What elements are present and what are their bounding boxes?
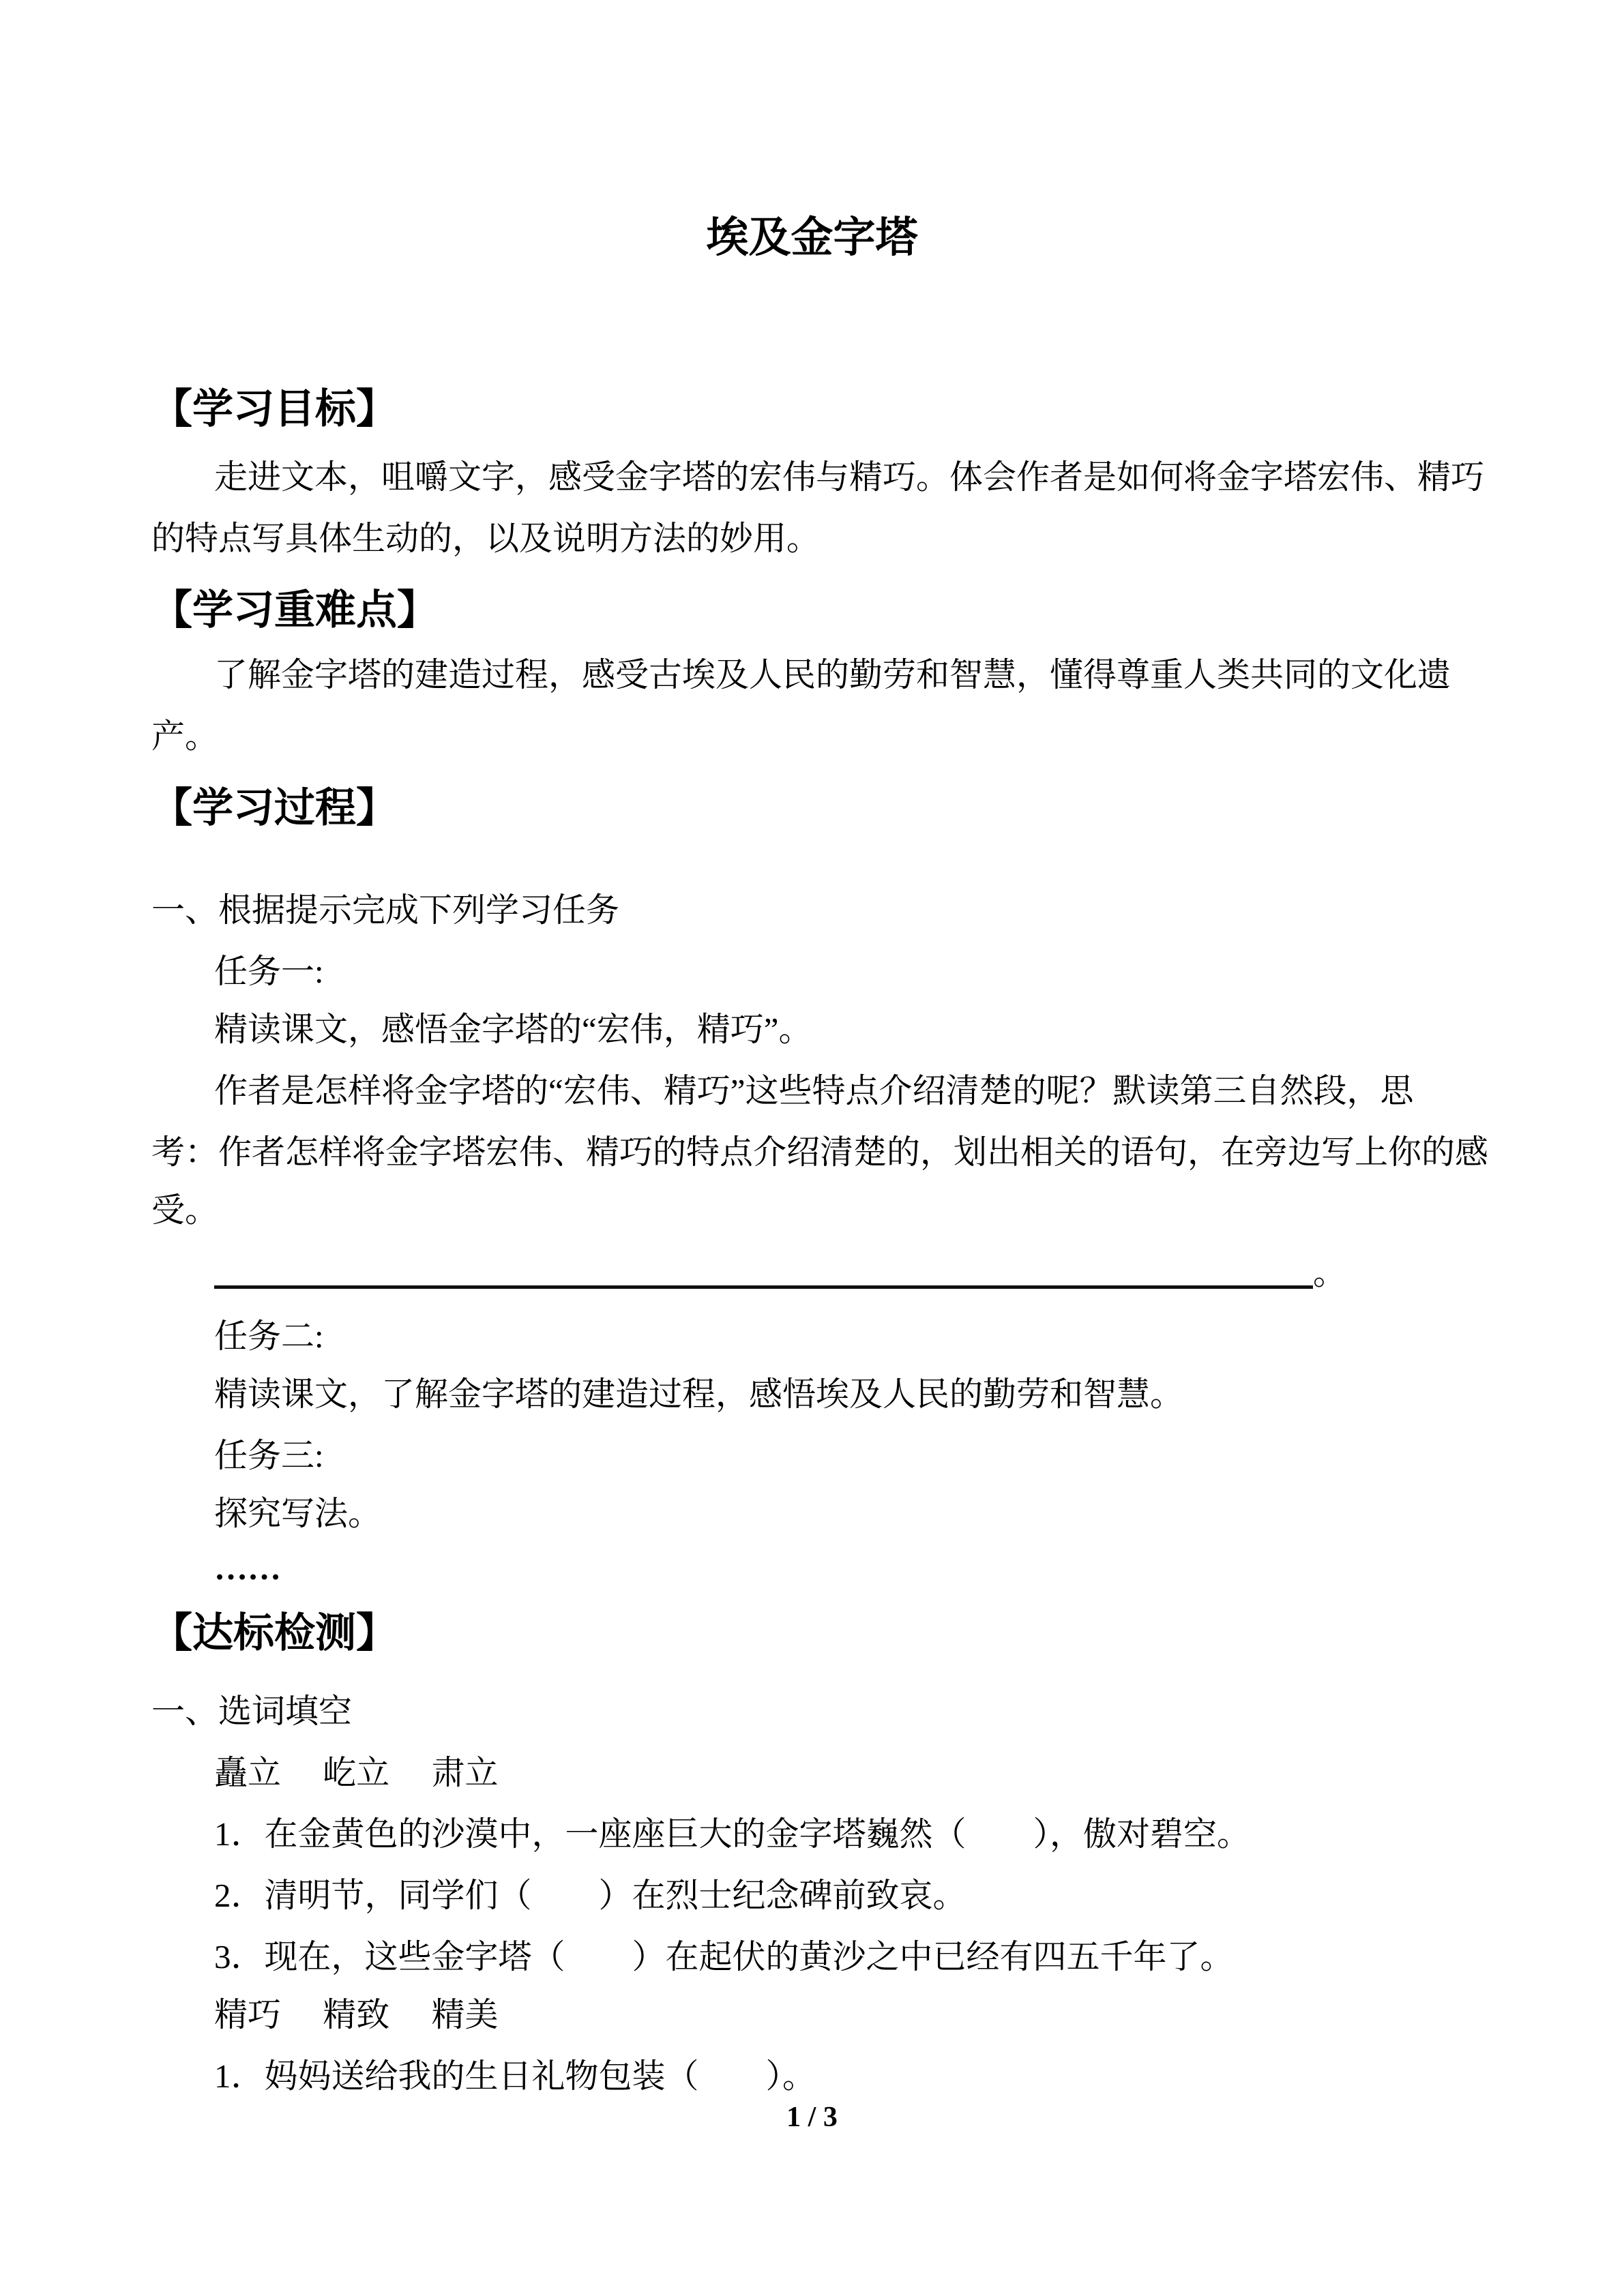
exercise1-item-2: 2．清明节，同学们（ ）在烈士纪念碑前致哀。 [214, 1877, 966, 1914]
task1-label: 任务一: [214, 953, 324, 990]
exercise1-title: 一、选词填空 [151, 1693, 353, 1730]
word-bank-1: 矗立 屹立 肃立 [214, 1754, 499, 1791]
task1-line-1: 精读课文，感悟金字塔的“宏伟，精巧”。 [214, 1011, 812, 1048]
process-intro: 一、根据提示完成下列学习任务 [151, 891, 620, 929]
task1-line-2: 作者是怎样将金字塔的“宏伟、精巧”这些特点介绍清楚的呢？默读第三自然段，思 [214, 1072, 1414, 1109]
goals-paragraph-line-2: 的特点写具体生动的，以及说明方法的妙用。 [151, 520, 821, 557]
goals-heading: 【学习目标】 [151, 387, 397, 432]
goals-paragraph-line-1: 走进文本，咀嚼文字，感受金字塔的宏伟与精巧。体会作者是如何将金字塔宏伟、精巧 [214, 458, 1485, 496]
task2-line: 精读课文，了解金字塔的建造过程，感悟埃及人民的勤劳和智慧。 [214, 1375, 1184, 1413]
task3-line: 探究写法。 [214, 1495, 382, 1532]
task3-label: 任务三: [214, 1437, 324, 1474]
key-points-paragraph-line-2: 产。 [151, 717, 219, 755]
key-points-paragraph-line-1: 了解金字塔的建造过程，感受古埃及人民的勤劳和智慧，懂得尊重人类共同的文化遗 [214, 656, 1451, 694]
assessment-heading: 【达标检测】 [151, 1611, 397, 1656]
page-number: 1 / 3 [786, 2102, 838, 2133]
document-title: 埃及金字塔 [706, 215, 918, 261]
exercise1-item-3: 3．现在，这些金字塔（ ）在起伏的黄沙之中已经有四五千年了。 [214, 1938, 1234, 1976]
word-bank-2: 精巧 精致 精美 [214, 1996, 499, 2033]
key-points-heading: 【学习重难点】 [151, 588, 438, 633]
exercise2-item-1: 1．妈妈送给我的生日礼物包装（ ）。 [214, 2057, 816, 2095]
answer-blank-line [214, 1285, 1313, 1289]
process-heading: 【学习过程】 [151, 786, 397, 831]
answer-blank-end-punct: 。 [1313, 1254, 1347, 1292]
task2-label: 任务二: [214, 1317, 324, 1355]
tasks-ellipsis: …… [214, 1549, 281, 1587]
task1-line-4: 受。 [151, 1191, 219, 1229]
task1-line-3: 考：作者怎样将金字塔宏伟、精巧的特点介绍清楚的，划出相关的语句，在旁边写上你的感 [151, 1133, 1489, 1171]
exercise1-item-1: 1．在金黄色的沙漠中，一座座巨大的金字塔巍然（ ），傲对碧空。 [214, 1815, 1251, 1853]
